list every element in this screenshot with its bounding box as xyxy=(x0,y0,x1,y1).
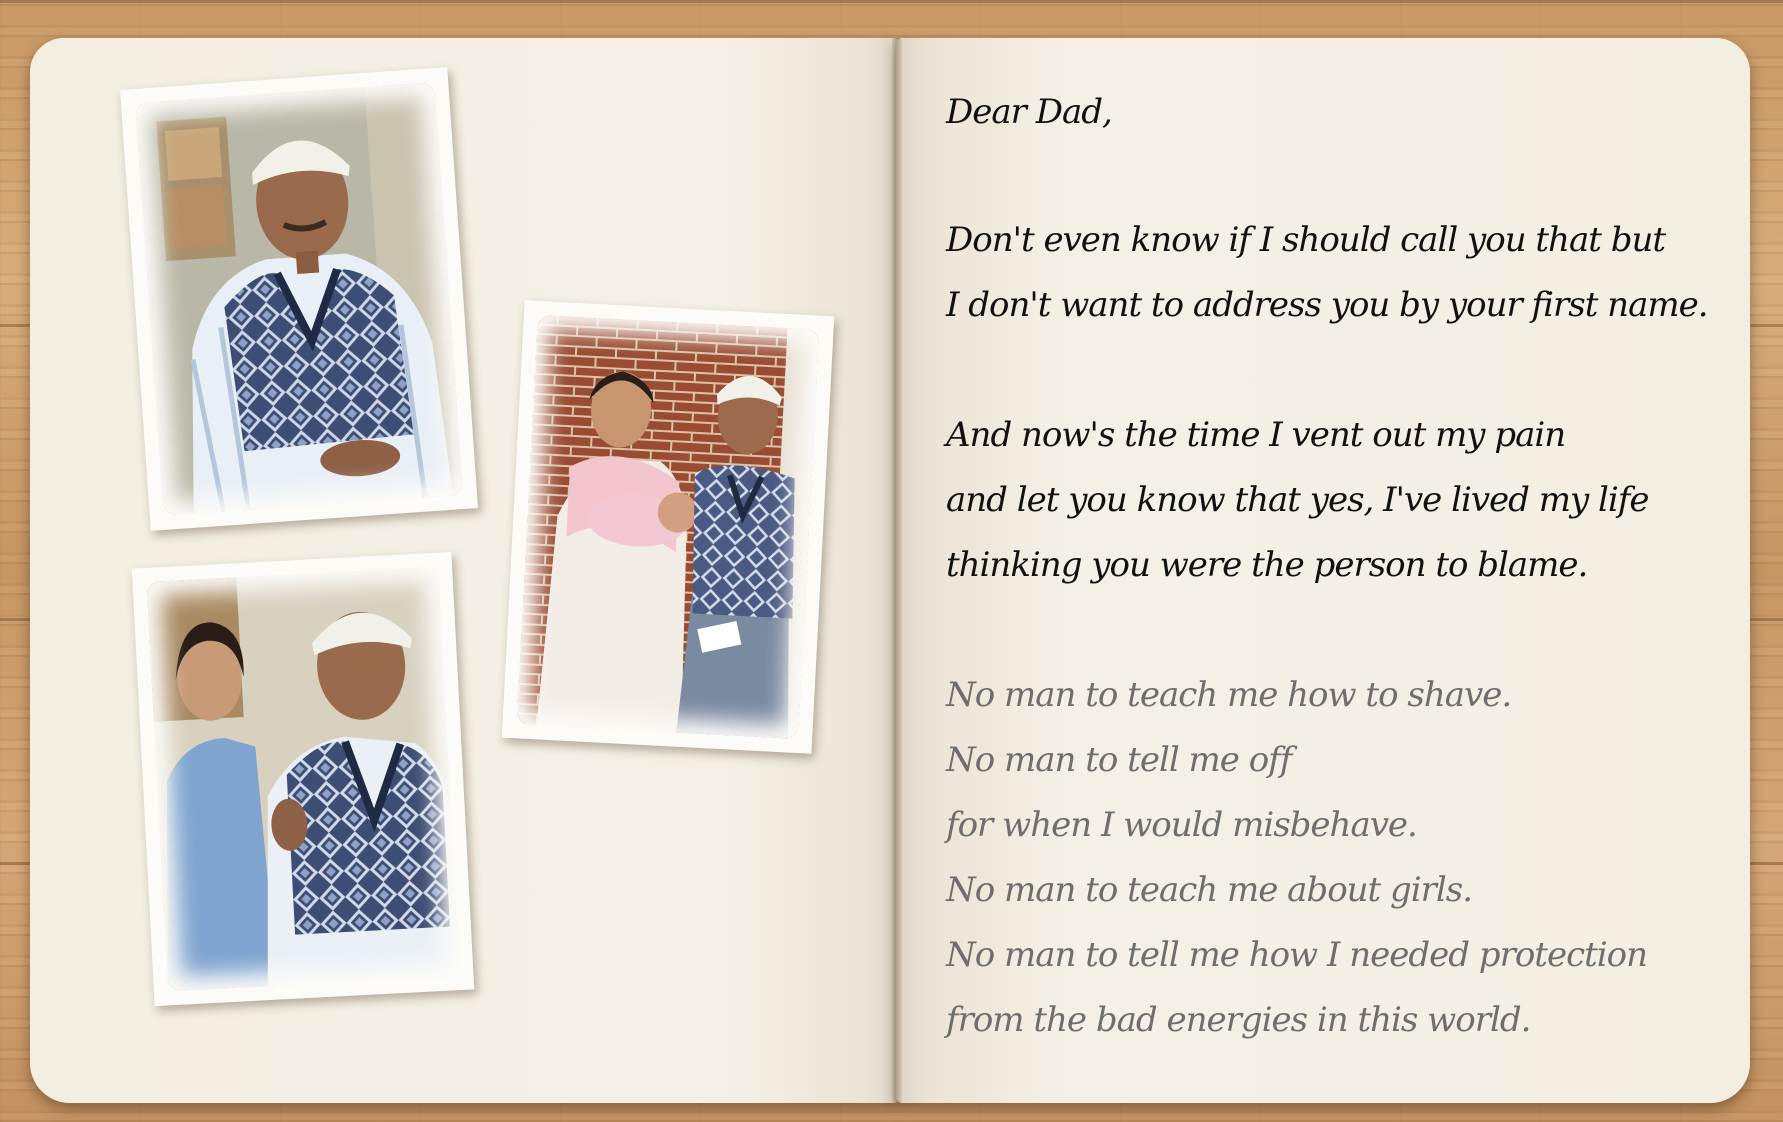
letter-line-grey: No man to teach me about girls. xyxy=(946,870,1473,910)
photo-man-with-young-woman-icon xyxy=(146,567,459,992)
photo-couple-with-baby-by-brick-wall-icon xyxy=(516,315,819,739)
letter-greeting: Dear Dad, xyxy=(946,92,1112,132)
letter-line-grey: No man to tell me off xyxy=(946,740,1292,780)
letter-line: and let you know that yes, I've lived my life xyxy=(946,480,1649,520)
photo-man-in-cap xyxy=(120,67,478,531)
notebook-spine xyxy=(892,38,902,1103)
letter-line: thinking you were the person to blame. xyxy=(946,545,1588,585)
wood-plank-seam xyxy=(0,0,1783,3)
letter-line-grey: for when I would misbehave. xyxy=(946,805,1417,845)
letter-line: And now's the time I vent out my pain xyxy=(946,415,1566,455)
photo-man-in-cap-and-patterned-vest-icon xyxy=(135,82,463,516)
letter-line-grey: No man to tell me how I needed protection xyxy=(946,935,1648,975)
letter-line-grey: from the bad energies in this world. xyxy=(946,1000,1531,1040)
photo-couple-with-baby xyxy=(502,300,834,754)
photo-man-with-young-woman xyxy=(132,552,474,1006)
letter-line: I don't want to address you by your first name. xyxy=(946,285,1708,325)
letter-line-grey: No man to teach me how to shave. xyxy=(946,675,1512,715)
letter-line: Don't even know if I should call you that but xyxy=(946,220,1666,260)
